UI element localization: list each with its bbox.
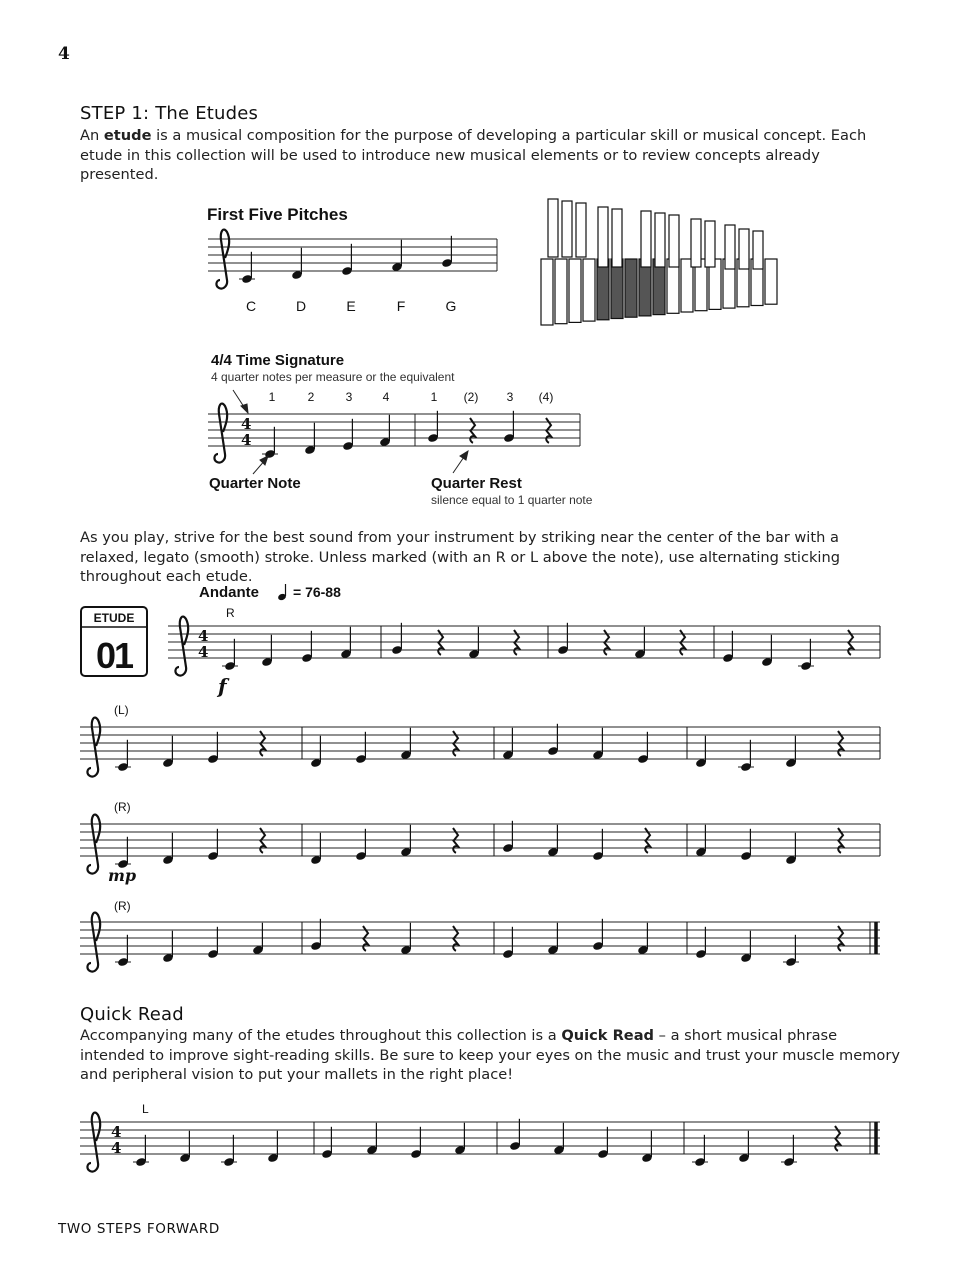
quarter-note <box>391 623 403 655</box>
quarter-note <box>321 1127 333 1159</box>
quarter-note <box>592 728 604 760</box>
quarter-rest-desc: silence equal to 1 quarter note <box>431 493 593 507</box>
quarter-note <box>427 411 439 443</box>
accidental-bar <box>576 203 586 257</box>
beat-count: 3 <box>506 390 514 404</box>
quarter-note <box>454 1123 466 1155</box>
etude-staves <box>80 617 880 972</box>
quarter-note <box>553 1123 565 1155</box>
etude-line <box>80 815 880 874</box>
accidental-bar <box>655 213 665 267</box>
accidental-bar <box>641 211 651 267</box>
play-tip: As you play, strive for the best sound from your instrument by striking near the center of the bar with a relaxed, legato (smooth) stroke. Unless marked (with an R or L above the note), use alternating sticking throughout each etude. <box>80 529 840 585</box>
quarter-note <box>341 244 353 276</box>
tempo-value: = 76-88 <box>293 584 341 600</box>
quarter-note <box>738 740 754 772</box>
pitch-notes <box>239 236 453 284</box>
quarter-note <box>355 829 367 861</box>
tempo-word: Andante <box>199 584 259 601</box>
quarter-note <box>115 740 131 772</box>
pitch-letter: D <box>295 298 307 314</box>
time-sig-bottom: 4 <box>198 643 209 661</box>
treble-clef-icon <box>87 913 100 972</box>
quarter-note <box>379 415 391 447</box>
time-signature-subtitle: 4 quarter notes per measure or the equivalent <box>211 370 455 384</box>
quarter-note <box>502 728 514 760</box>
quarter-note <box>207 829 219 861</box>
white-bar <box>597 259 609 320</box>
pitch-letter: E <box>346 298 356 314</box>
quarter-note <box>785 736 797 768</box>
quarter-note <box>340 627 352 659</box>
etude-line <box>80 913 880 972</box>
quarter-note <box>262 427 278 459</box>
quarter-note <box>222 639 238 671</box>
quarter-note <box>115 837 131 869</box>
quarter-note <box>547 825 559 857</box>
quarter-note <box>301 631 313 663</box>
quarter-note <box>557 623 569 655</box>
quarter-note <box>502 927 514 959</box>
time-sig-bottom: 4 <box>111 1139 122 1157</box>
accidental-bar <box>739 229 749 269</box>
dynamic-forte: f <box>218 674 227 698</box>
treble-clef-icon <box>87 815 100 874</box>
accidental-bar <box>612 209 622 267</box>
quarter-note <box>310 919 322 951</box>
quarter-note <box>179 1131 191 1163</box>
time-sig-top: 4 <box>111 1123 122 1141</box>
beat-count: 1 <box>268 390 276 404</box>
beat-count: (2) <box>463 390 479 404</box>
time-sig-top: 4 <box>241 415 252 433</box>
quarter-note <box>783 935 799 967</box>
beat-count: (4) <box>538 390 554 404</box>
etude-term: etude <box>103 127 152 144</box>
etude-line <box>80 718 880 777</box>
quarter-note <box>310 833 322 865</box>
time-sig-top: 4 <box>198 627 209 645</box>
quarter-note <box>785 833 797 865</box>
quick-read-staff <box>80 1113 880 1172</box>
quarter-note <box>547 724 559 756</box>
quarter-note <box>637 732 649 764</box>
white-bar <box>611 259 623 319</box>
quarter-note <box>547 923 559 955</box>
sticking-start: R <box>226 606 235 620</box>
quarter-note <box>261 635 273 667</box>
white-bar <box>625 259 637 317</box>
quick-read-sticking: L <box>142 1102 149 1116</box>
beat-count: 1 <box>430 390 438 404</box>
quarter-note <box>695 927 707 959</box>
beat-count: 2 <box>307 390 315 404</box>
etude-badge-number: 01 <box>95 635 133 676</box>
quarter-note <box>592 919 604 951</box>
quarter-note <box>502 821 514 853</box>
quarter-note <box>441 236 453 268</box>
quarter-note <box>503 411 515 443</box>
quarter-note <box>637 923 649 955</box>
quarter-note <box>740 931 752 963</box>
quarter-note <box>291 248 303 280</box>
quarter-note <box>207 732 219 764</box>
quarter-note <box>239 252 255 284</box>
accidental-bar <box>598 207 608 267</box>
quarter-note <box>781 1135 797 1167</box>
pitch-letter: F <box>396 298 406 314</box>
quarter-note <box>722 631 734 663</box>
quick-read-term: Quick Read <box>561 1027 654 1044</box>
quarter-note <box>355 732 367 764</box>
sticking-line2: (L) <box>114 703 129 717</box>
white-bar <box>569 259 581 322</box>
quarter-note <box>252 923 264 955</box>
step1-intro: An etude is a musical composition for the purpose of developing a particular skill or musical concept. Each etude in this collection will be used to introduce new musical elements or to review concepts already presented. <box>80 127 867 183</box>
footer-title: TWO STEPS FORWARD <box>58 1221 220 1237</box>
white-bar <box>541 259 553 325</box>
accidental-bar <box>669 215 679 267</box>
quick-read-heading: Quick Read <box>80 1004 184 1025</box>
quarter-note <box>740 829 752 861</box>
quarter-note <box>304 423 316 455</box>
quarter-note <box>641 1131 653 1163</box>
accidental-bar <box>753 231 763 269</box>
quarter-note <box>597 1127 609 1159</box>
keyboard-diagram <box>541 199 777 325</box>
quarter-note <box>267 1131 279 1163</box>
treble-clef-icon <box>87 718 100 777</box>
pitch-letters <box>246 298 457 314</box>
quarter-note <box>400 923 412 955</box>
quarter-rest-label: Quarter Rest <box>431 475 522 492</box>
time-sig-bottom: 4 <box>241 431 252 449</box>
treble-clef-icon <box>87 1113 100 1172</box>
quarter-note <box>738 1131 750 1163</box>
accidental-bar <box>691 219 701 267</box>
white-bar <box>765 259 777 304</box>
quarter-note <box>391 240 403 272</box>
etude-line <box>168 617 880 676</box>
quarter-note-icon <box>277 584 287 601</box>
etude-badge <box>81 607 147 676</box>
quarter-note <box>468 627 480 659</box>
treble-clef-icon <box>214 404 227 463</box>
quarter-note <box>695 825 707 857</box>
quarter-note <box>310 736 322 768</box>
quarter-note <box>162 931 174 963</box>
sticking-line3: (R) <box>114 800 131 814</box>
quarter-note <box>115 935 131 967</box>
quarter-note <box>162 833 174 865</box>
page-number: 4 <box>58 44 70 64</box>
quarter-note <box>221 1135 237 1167</box>
step1-heading: STEP 1: The Etudes <box>80 103 259 124</box>
quarter-note <box>798 639 814 671</box>
first-five-pitches-title: First Five Pitches <box>207 205 348 224</box>
quarter-note <box>400 728 412 760</box>
beat-count: 3 <box>345 390 353 404</box>
time-signature-title: 4/4 Time Signature <box>211 352 345 369</box>
treble-clef-icon <box>216 230 229 289</box>
quarter-note <box>133 1135 149 1167</box>
dynamic-mezzo-piano: mp <box>108 866 137 885</box>
quarter-note <box>634 627 646 659</box>
time-sig-notes <box>262 411 551 459</box>
time-sig-staff <box>208 414 580 446</box>
accidental-bar <box>705 221 715 267</box>
quarter-note <box>400 825 412 857</box>
quarter-note <box>162 736 174 768</box>
white-bar <box>555 259 567 324</box>
accidental-bar <box>725 225 735 269</box>
accidental-bar <box>548 199 558 257</box>
quarter-note <box>692 1135 708 1167</box>
quarter-note <box>366 1123 378 1155</box>
quarter-note <box>207 927 219 959</box>
white-bar <box>583 259 595 321</box>
quarter-note <box>509 1119 521 1151</box>
quarter-note-label: Quarter Note <box>209 475 301 492</box>
accidental-bar <box>562 201 572 257</box>
quarter-note <box>342 419 354 451</box>
quarter-note <box>592 829 604 861</box>
sticking-line4: (R) <box>114 899 131 913</box>
beat-count: 4 <box>382 390 390 404</box>
quarter-note <box>695 736 707 768</box>
quarter-note <box>761 635 773 667</box>
pitch-letter: C <box>245 298 257 314</box>
treble-clef-icon <box>175 617 188 676</box>
quarter-note <box>410 1127 422 1159</box>
pitch-letter: G <box>445 298 457 314</box>
quick-read-text: Accompanying many of the etudes throughout this collection is a Quick Read – a short musical phrase intended to improve sight-reading skills. Be sure to keep your eyes on the music and trust your muscle memory and peripheral vision to put your mallets in the right place! <box>80 1027 900 1083</box>
beat-counts <box>269 390 554 404</box>
etude-badge-label: ETUDE <box>93 611 135 625</box>
